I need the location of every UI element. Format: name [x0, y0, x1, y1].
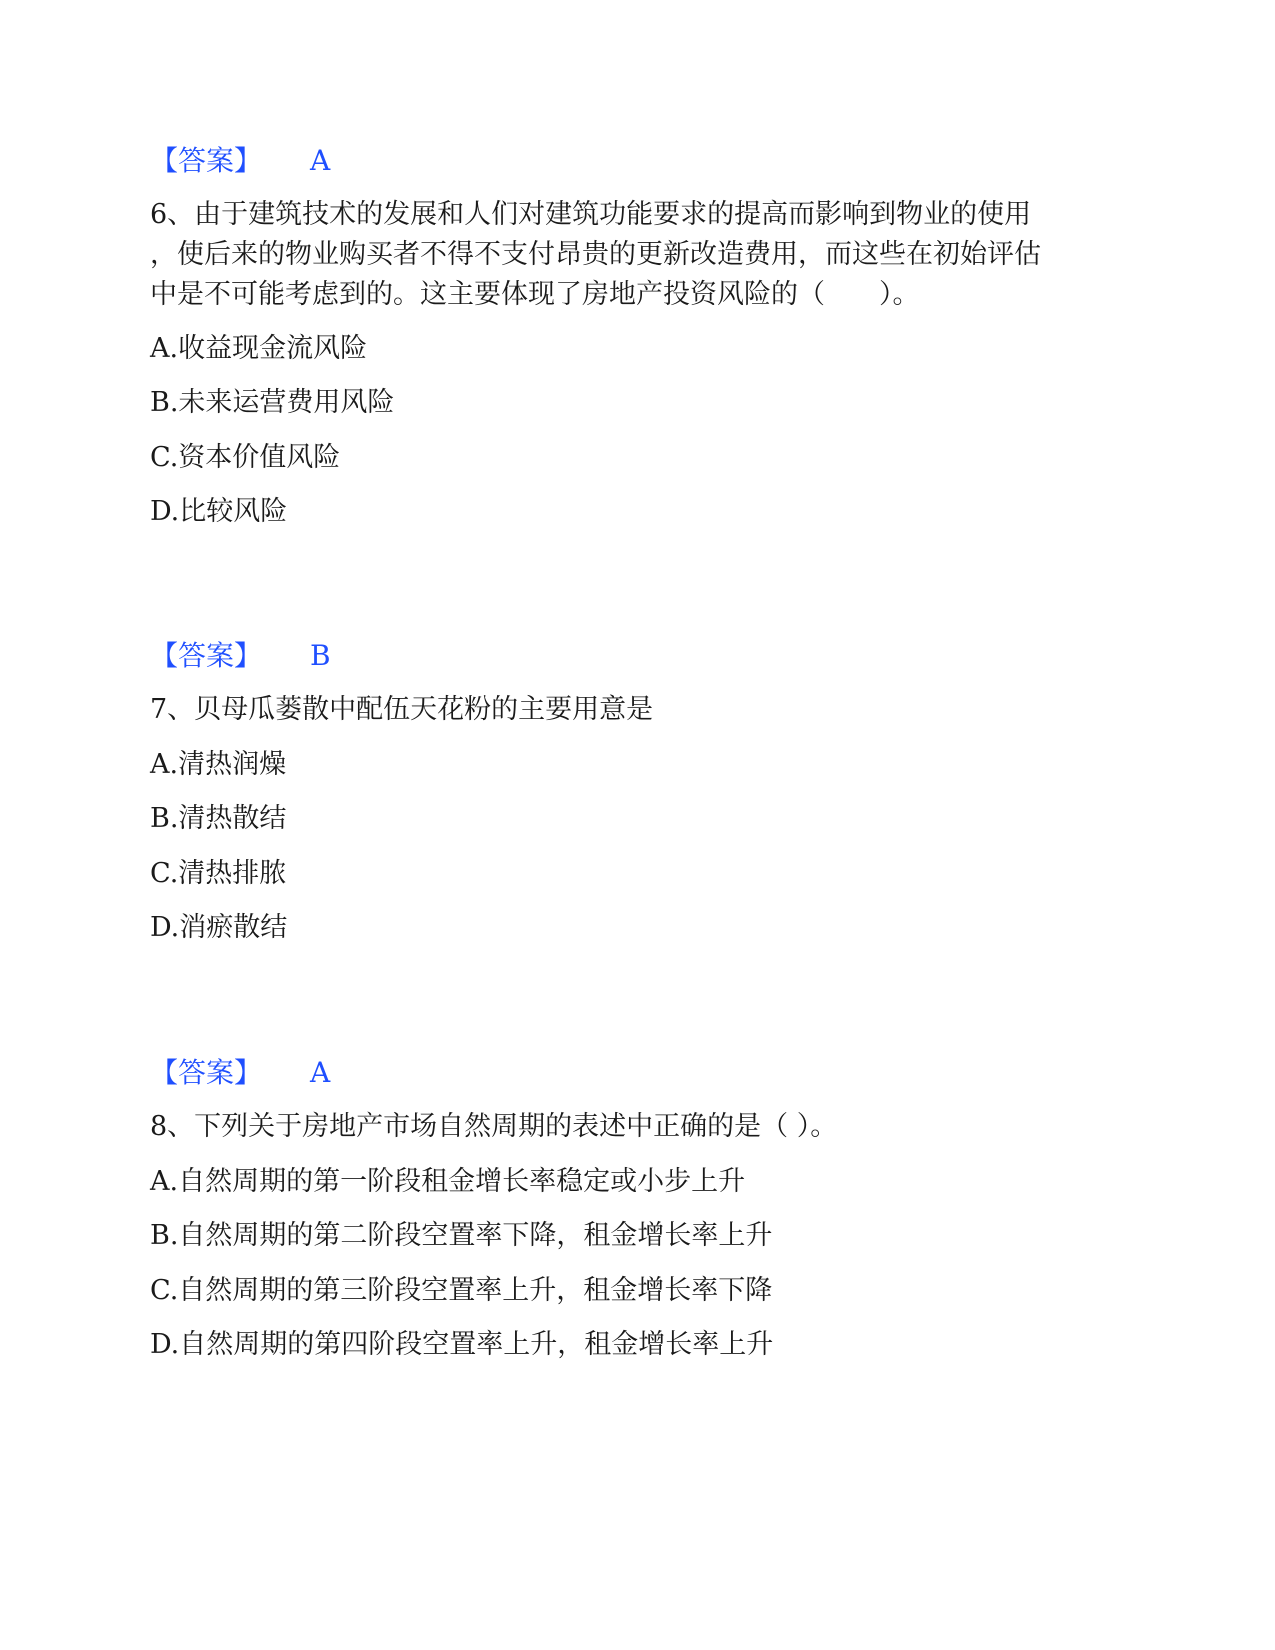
option-b: B.未来运营费用风险 — [150, 387, 395, 418]
answer-row — [150, 1053, 1130, 1093]
answer-row — [150, 636, 1130, 676]
option-b: B.自然周期的第二阶段空置率下降，租金增长率上升 — [150, 1220, 773, 1251]
option-b: B.清热散结 — [150, 803, 287, 834]
answer-label: 【答案】 — [150, 1056, 263, 1089]
question-8 — [150, 1107, 1130, 1377]
answer-value: A — [310, 1056, 331, 1089]
question-line: 8、下列关于房地产市场自然周期的表述中正确的是（ ）。 — [150, 1111, 838, 1142]
question-6 — [150, 195, 1130, 525]
question-line: 7、贝母瓜蒌散中配伍天花粉的主要用意是 — [150, 694, 654, 725]
option-d: D.消瘀散结 — [150, 912, 288, 943]
option-a: A.自然周期的第一阶段租金增长率稳定或小步上升 — [150, 1166, 746, 1197]
question-line: ，使后来的物业购买者不得不支付昂贵的更新改造费用，而这些在初始评估 — [150, 239, 1041, 270]
option-c: C.清热排脓 — [150, 858, 287, 889]
answer-value: B — [310, 639, 331, 672]
question-line: 中是不可能考虑到的。这主要体现了房地产投资风险的（ ）。 — [150, 279, 920, 310]
option-c: C.自然周期的第三阶段空置率上升，租金增长率下降 — [150, 1275, 773, 1306]
answer-value: A — [310, 144, 331, 177]
option-c: C.资本价值风险 — [150, 442, 341, 473]
answer-label: 【答案】 — [150, 639, 263, 672]
option-d: D.比较风险 — [150, 496, 288, 527]
option-a: A.清热润燥 — [150, 749, 287, 780]
answer-label: 【答案】 — [150, 144, 263, 177]
question-line: 6、由于建筑技术的发展和人们对建筑功能要求的提高而影响到物业的使用 — [150, 199, 1032, 230]
answer-row — [150, 141, 1130, 181]
option-d: D.自然周期的第四阶段空置率上升，租金增长率上升 — [150, 1329, 774, 1360]
option-a: A.收益现金流风险 — [150, 333, 368, 364]
question-7 — [150, 690, 1130, 950]
